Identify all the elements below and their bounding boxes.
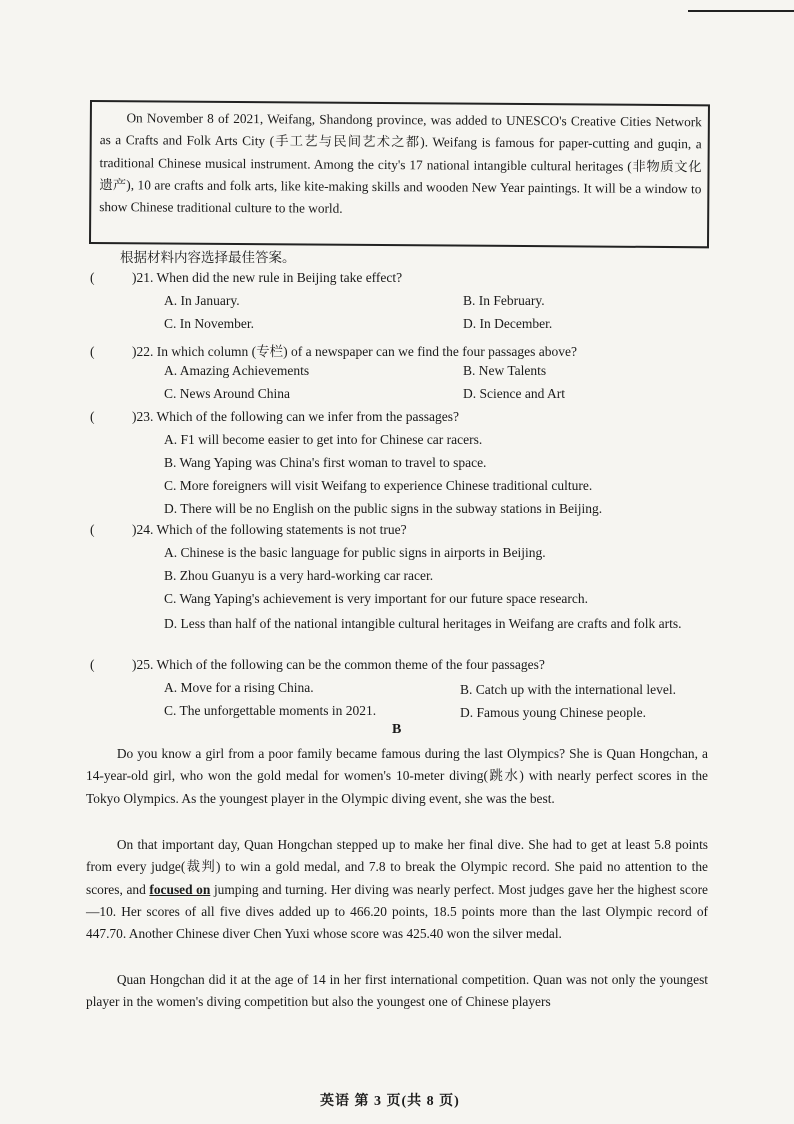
option-d[interactable]: D. Less than half of the national intangible cultural heritages in Weifang are crafts and folk arts. bbox=[164, 616, 682, 631]
instruction: 根据材料内容选择最佳答案。 bbox=[120, 250, 296, 265]
option-a[interactable]: A. Move for a rising China. bbox=[164, 680, 314, 695]
option-c[interactable]: C. The unforgettable moments in 2021. bbox=[164, 703, 377, 718]
question-25 bbox=[90, 657, 545, 673]
top-edge-rule bbox=[688, 10, 794, 12]
option-b[interactable]: B. Catch up with the international level. bbox=[460, 682, 676, 697]
question-23 bbox=[90, 409, 459, 425]
passage-b-paragraph-1 bbox=[86, 743, 708, 810]
answer-blank[interactable]: ( bbox=[90, 409, 95, 424]
option-c[interactable]: C. Wang Yaping's achievement is very important for our future space research. bbox=[164, 591, 588, 606]
question-stem: )22. In which column (专栏) of a newspaper can we find the four passages above? bbox=[132, 344, 577, 359]
passage-d-box bbox=[89, 100, 710, 248]
option-a[interactable]: A. Amazing Achievements bbox=[164, 363, 310, 378]
passage-b-paragraph-2 bbox=[86, 834, 708, 945]
question-22 bbox=[90, 340, 577, 360]
question-24 bbox=[90, 522, 407, 538]
option-c[interactable]: C. In November. bbox=[164, 316, 254, 331]
answer-blank[interactable]: ( bbox=[90, 657, 95, 672]
option-d[interactable]: D. Science and Art bbox=[463, 386, 565, 401]
question-21 bbox=[90, 270, 402, 286]
paragraph-text: Quan Hongchan did it at the age of 14 in her first international competition. Quan was not only the youngest player in the women's diving competition but also the youngest one of Chinese players bbox=[86, 972, 708, 1010]
question-stem: )23. Which of the following can we infer from the passages? bbox=[132, 409, 460, 424]
option-a[interactable]: A. In January. bbox=[164, 293, 240, 308]
option-b[interactable]: B. Wang Yaping was China's first woman to travel to space. bbox=[164, 455, 487, 470]
answer-blank[interactable]: ( bbox=[90, 344, 95, 359]
question-stem: )21. When did the new rule in Beijing take effect? bbox=[132, 270, 403, 285]
page-footer: 英语 第 3 页(共 8 页) bbox=[320, 1094, 460, 1109]
passage-d-text: On November 8 of 2021, Weifang, Shandong province, was added to UNESCO's Creative Cities Network as a Crafts and Folk Arts City (手工艺与民间艺术之都). Weifang is famous for paper-cutting and guqin, a traditional Chinese musical instrument. Among the city's 17 national intangible cultural heritages (非物质文化遗产), 10 are crafts and folk arts, like kite-making skills and wooden New Year paintings. It will be a window to show Chinese traditional culture to the world. bbox=[99, 110, 702, 216]
option-d[interactable]: D. Famous young Chinese people. bbox=[460, 705, 646, 720]
option-d[interactable]: D. In December. bbox=[463, 316, 553, 331]
question-stem: )24. Which of the following statements is not true? bbox=[132, 522, 407, 537]
answer-blank[interactable]: ( bbox=[90, 522, 95, 537]
option-a[interactable]: A. F1 will become easier to get into for Chinese car racers. bbox=[164, 432, 483, 447]
option-d[interactable]: D. There will be no English on the public signs in the subway stations in Beijing. bbox=[164, 501, 603, 516]
option-a[interactable]: A. Chinese is the basic language for public signs in airports in Beijing. bbox=[164, 545, 546, 560]
option-c[interactable]: C. News Around China bbox=[164, 386, 290, 401]
paragraph-text: Do you know a girl from a poor family became famous during the last Olympics? She is Quan Hongchan, a 14-year-old girl, who won the gold medal for women's 10-meter diving(跳水) with nearly perfect scores in the Tokyo Olympics. As the youngest player in the Olympic diving event, she was the best. bbox=[86, 746, 708, 806]
option-c[interactable]: C. More foreigners will visit Weifang to experience Chinese traditional culture. bbox=[164, 478, 593, 493]
passage-b-paragraph-3 bbox=[86, 969, 708, 1014]
option-b[interactable]: B. New Talents bbox=[463, 363, 547, 378]
paragraph-text bbox=[86, 834, 708, 945]
answer-blank[interactable]: ( bbox=[90, 270, 95, 285]
section-heading-b: B bbox=[392, 722, 402, 737]
paragraph-text-part: jumping and turning. Her diving was nearly perfect. Most judges gave her the highest score—10. Her scores of all five dives added up to 466.20 points, 18.5 points more than the last Olympic record of 447.70. Another Chinese diver Chen Yuxi whose score was 425.40 won the silver medal. bbox=[86, 881, 708, 942]
question-stem: )25. Which of the following can be the common theme of the four passages? bbox=[132, 657, 545, 672]
focused-on-phrase: focused on bbox=[149, 881, 211, 897]
paragraph-text-part: On that important day, Quan Hongchan stepped up to make her final dive. She had to get at least 5.8 points from every judge(裁判) to win a gold medal, and 7.8 to break the Olympic record. She paid no attention to the scores, and bbox=[86, 837, 708, 897]
option-b[interactable]: B. In February. bbox=[463, 293, 545, 308]
option-b[interactable]: B. Zhou Guanyu is a very hard-working car racer. bbox=[164, 568, 434, 583]
